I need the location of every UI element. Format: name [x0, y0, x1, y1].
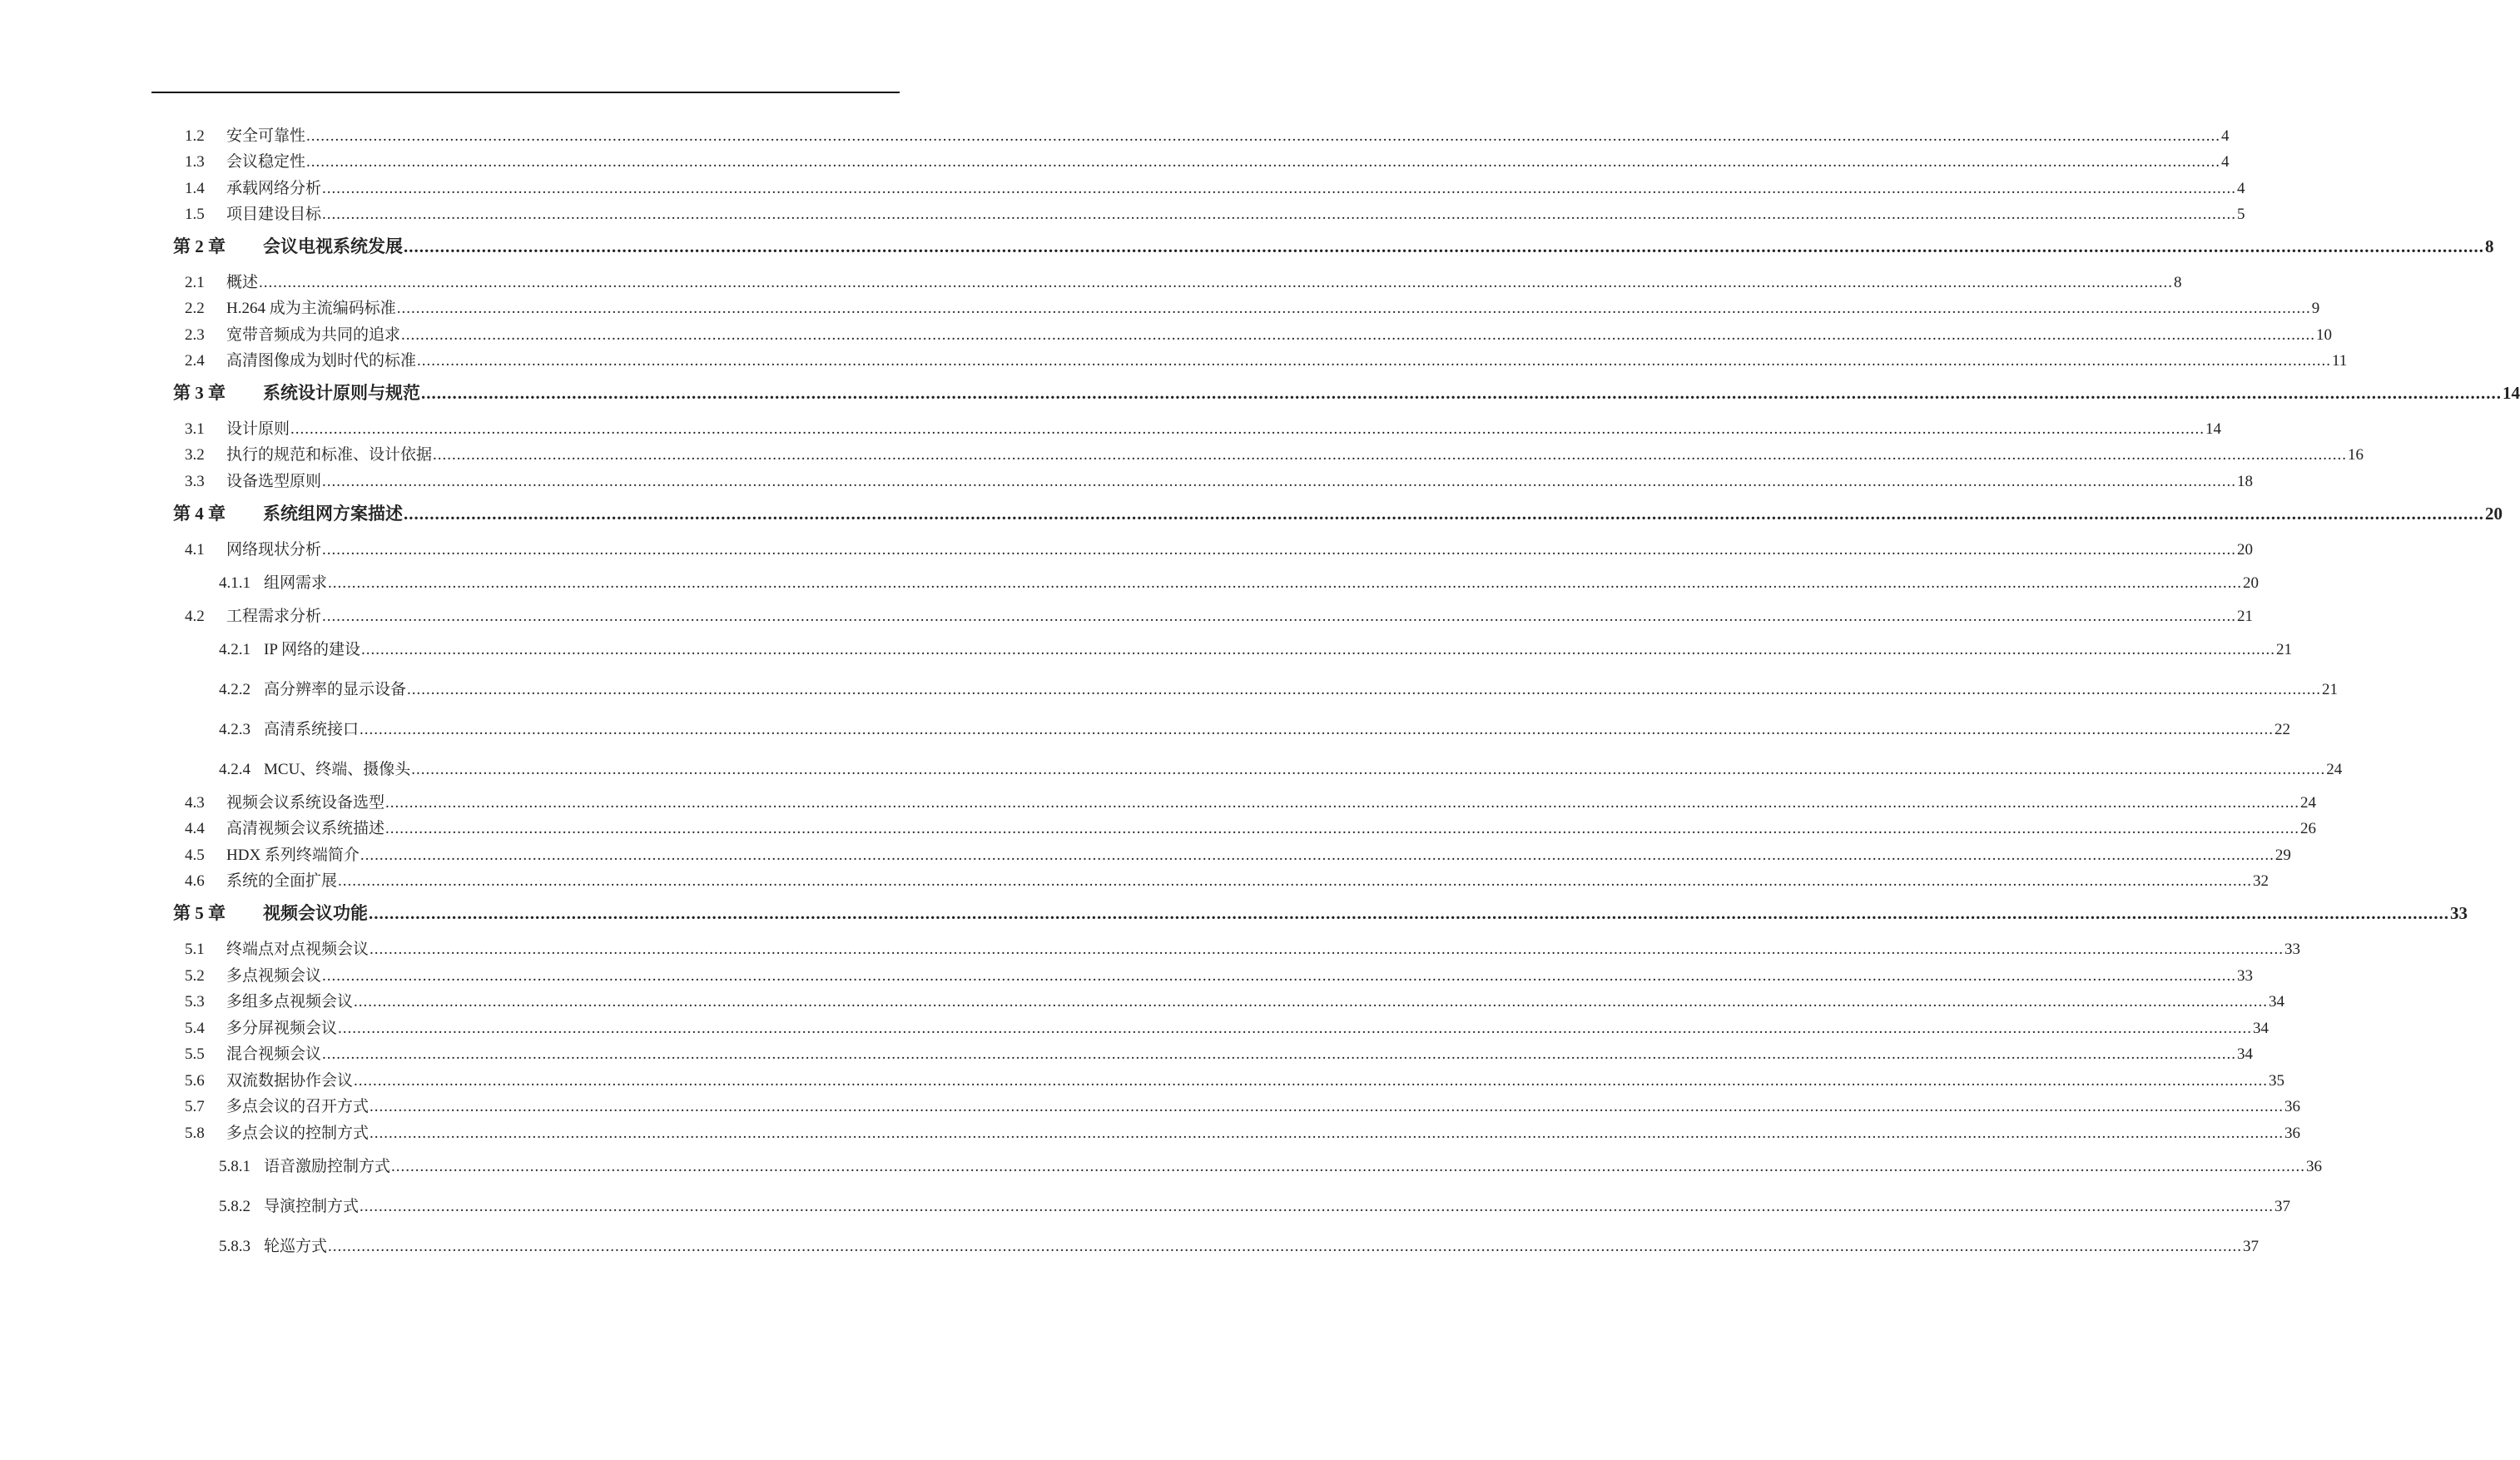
toc-entry-number: 5.8 — [185, 1125, 205, 1142]
toc-dot-leader: ................................................................................................................................................................................................................................................................................................................................................................................................................ — [322, 967, 2237, 985]
toc-dot-leader: ................................................................................................................................................................................................................................................................................................................................................................................................................ — [370, 1125, 2284, 1142]
toc-entry-number: 4.2.3 — [219, 721, 251, 738]
toc-dot-leader: ................................................................................................................................................................................................................................................................................................................................................................................................................ — [407, 681, 2322, 698]
toc-entry-page-number: 37 — [2274, 1198, 2291, 1215]
toc-entry-number: 5.6 — [185, 1072, 205, 1090]
toc-entry-page-number: 33 — [2237, 967, 2254, 985]
toc-entry-number: 4.4 — [185, 820, 205, 837]
toc-entry[interactable] — [173, 1041, 2254, 1064]
toc-dot-leader: ................................................................................................................................................................................................................................................................................................................................................................................................................ — [370, 941, 2284, 958]
toc-entry[interactable] — [173, 816, 2317, 838]
toc-entry-number: 5.8.2 — [219, 1198, 251, 1215]
toc-dot-leader: ................................................................................................................................................................................................................................................................................................................................................................................................................ — [360, 847, 2274, 864]
toc-entry-number: 4.5 — [185, 847, 205, 864]
toc-entry-number: 4.2 — [185, 608, 205, 625]
toc-entry-page-number: 37 — [2243, 1238, 2260, 1255]
toc-entry-number: 5.2 — [185, 967, 205, 985]
toc-dot-leader: ................................................................................................................................................................................................................................................................................................................................................................................................................ — [322, 608, 2237, 625]
toc-entry-title: 多组多点视频会议 — [226, 993, 354, 1011]
toc-entry-page-number: 33 — [2284, 941, 2301, 958]
toc-entry-page-number: 16 — [2348, 446, 2364, 464]
toc-entry-page-number: 21 — [2237, 608, 2254, 625]
toc-entry[interactable] — [173, 442, 2364, 464]
toc-entry-title: 项目建设目标 — [226, 206, 322, 223]
toc-entry-number: 第 2 章 — [173, 236, 226, 256]
toc-dot-leader: ................................................................................................................................................................................................................................................................................................................................................................................................................ — [306, 127, 2221, 145]
toc-entry[interactable] — [173, 537, 2254, 559]
toc-entry-number: 4.2.2 — [219, 681, 251, 698]
toc-entry[interactable] — [173, 295, 2320, 318]
toc-dot-leader: ................................................................................................................................................................................................................................................................................................................................................................................................................ — [259, 274, 2174, 291]
toc-entry-number: 5.8.1 — [219, 1158, 251, 1175]
toc-entry-title: 设备选型原则 — [226, 473, 322, 490]
toc-entry[interactable] — [173, 868, 2269, 891]
toc-entry-title: 多点会议的控制方式 — [226, 1125, 370, 1142]
toc-entry-page-number: 21 — [2322, 681, 2339, 698]
toc-dot-leader: ................................................................................................................................................................................................................................................................................................................................................................................................................ — [354, 993, 2269, 1011]
toc-entry[interactable] — [173, 1016, 2269, 1038]
toc-entry[interactable] — [173, 1094, 2301, 1116]
toc-entry-number: 1.2 — [185, 127, 205, 145]
toc-entry-page-number: 4 — [2221, 153, 2230, 171]
toc-dot-leader: ................................................................................................................................................................................................................................................................................................................................................................................................................ — [322, 1045, 2237, 1063]
toc-entry-title: 宽带音频成为共同的追求 — [226, 326, 401, 344]
toc-dot-leader: ................................................................................................................................................................................................................................................................................................................................................................................................................ — [322, 180, 2237, 197]
toc-chapter-entry[interactable] — [173, 233, 2494, 258]
toc-entry[interactable] — [173, 717, 2291, 739]
toc-entry-number: 5.7 — [185, 1098, 205, 1115]
toc-entry-number: 第 4 章 — [173, 504, 226, 524]
toc-entry-page-number: 24 — [2326, 761, 2343, 778]
toc-dot-leader: ................................................................................................................................................................................................................................................................................................................................................................................................................ — [360, 641, 2275, 658]
toc-entry-title: 工程需求分析 — [226, 608, 322, 625]
toc-entry-number: 5.3 — [185, 993, 205, 1011]
toc-entry-number: 2.2 — [185, 300, 205, 317]
toc-entry-page-number: 34 — [2253, 1020, 2269, 1037]
toc-entry-number: 4.1.1 — [219, 574, 251, 592]
toc-entry-number: 5.4 — [185, 1020, 205, 1037]
toc-entry-title: MCU、终端、摄像头 — [264, 761, 411, 778]
header-rule — [151, 92, 900, 93]
toc-entry[interactable] — [173, 123, 2230, 146]
toc-dot-leader: ................................................................................................................................................................................................................................................................................................................................................................................................................ — [328, 574, 2243, 592]
toc-entry[interactable] — [173, 757, 2343, 779]
toc-dot-leader: ................................................................................................................................................................................................................................................................................................................................................................................................................ — [369, 903, 2449, 923]
toc-entry[interactable] — [173, 989, 2285, 1011]
toc-entry[interactable] — [173, 270, 2182, 292]
toc-entry-page-number: 9 — [2311, 300, 2320, 317]
toc-entry-number: 2.3 — [185, 326, 205, 344]
toc-entry-title: 多点会议的召开方式 — [226, 1098, 370, 1115]
toc-dot-leader: ................................................................................................................................................................................................................................................................................................................................................................................................................ — [401, 326, 2316, 344]
toc-dot-leader: ................................................................................................................................................................................................................................................................................................................................................................................................................ — [411, 761, 2326, 778]
toc-entry-title: 多分屏视频会议 — [226, 1020, 338, 1037]
toc-dot-leader: ................................................................................................................................................................................................................................................................................................................................................................................................................ — [322, 206, 2237, 223]
toc-dot-leader: ................................................................................................................................................................................................................................................................................................................................................................................................................ — [421, 383, 2502, 403]
toc-entry-number: 1.4 — [185, 180, 205, 197]
toc-entry-number: 4.2.1 — [219, 641, 251, 658]
toc-entry-page-number: 10 — [2316, 326, 2333, 344]
toc-entry[interactable] — [173, 1234, 2260, 1256]
toc-dot-leader: ................................................................................................................................................................................................................................................................................................................................................................................................................ — [360, 1198, 2274, 1215]
toc-entry-title: 混合视频会议 — [226, 1045, 322, 1063]
toc-entry[interactable] — [173, 1154, 2323, 1176]
toc-chapter-entry[interactable] — [173, 900, 2468, 925]
toc-entry[interactable] — [173, 149, 2230, 171]
toc-dot-leader: ................................................................................................................................................................................................................................................................................................................................................................................................................ — [338, 872, 2253, 890]
toc-entry-title: H.264 成为主流编码标准 — [226, 300, 396, 317]
toc-entry-page-number: 35 — [2269, 1072, 2285, 1090]
toc-entry[interactable] — [173, 201, 2245, 224]
toc-entry-number: 第 3 章 — [173, 383, 226, 403]
toc-entry-number: 4.1 — [185, 541, 205, 559]
toc-entry[interactable] — [173, 1194, 2291, 1216]
toc-entry-page-number: 18 — [2237, 473, 2254, 490]
toc-dot-leader: ................................................................................................................................................................................................................................................................................................................................................................................................................ — [306, 153, 2221, 171]
toc-entry[interactable] — [173, 677, 2339, 699]
toc-entry-number: 第 5 章 — [173, 903, 226, 923]
toc-entry[interactable] — [173, 790, 2317, 812]
toc-entry-page-number: 20 — [2237, 541, 2254, 559]
toc-entry[interactable] — [173, 963, 2254, 986]
toc-dot-leader: ................................................................................................................................................................................................................................................................................................................................................................................................................ — [385, 820, 2300, 837]
toc-entry-title: 设计原则 — [226, 420, 290, 438]
toc-entry-title: 高清图像成为划时代的标准 — [226, 352, 417, 370]
toc-entry-title: 系统组网方案描述 — [263, 504, 403, 524]
toc-entry-title: 高清视频会议系统描述 — [226, 820, 385, 837]
toc-entry-title: 会议电视系统发展 — [263, 236, 403, 256]
toc-entry-number: 4.3 — [185, 794, 205, 812]
toc-entry-number: 5.8.3 — [219, 1238, 251, 1255]
toc-entry-number: 4.6 — [185, 872, 205, 890]
toc-entry-page-number: 20 — [2243, 574, 2260, 592]
toc-dot-leader: ................................................................................................................................................................................................................................................................................................................................................................................................................ — [290, 420, 2205, 438]
toc-entry[interactable] — [173, 637, 2292, 659]
toc-entry-title: 高清系统接口 — [264, 721, 360, 738]
toc-entry-page-number: 11 — [2332, 352, 2348, 370]
toc-entry-title: 导演控制方式 — [264, 1198, 360, 1215]
toc-entry-title: 视频会议系统设备选型 — [226, 794, 385, 812]
toc-entry[interactable] — [173, 842, 2291, 865]
toc-entry-number: 3.3 — [185, 473, 205, 490]
toc-entry-title: 轮巡方式 — [264, 1238, 328, 1255]
toc-dot-leader: ................................................................................................................................................................................................................................................................................................................................................................................................................ — [404, 236, 2484, 256]
toc-entry-title: 执行的规范和标准、设计依据 — [226, 446, 433, 464]
toc-entry-page-number: 34 — [2237, 1045, 2254, 1063]
toc-entry-number: 3.1 — [185, 420, 205, 438]
toc-entry-page-number: 22 — [2274, 721, 2291, 738]
toc-entry[interactable] — [173, 1120, 2301, 1143]
toc-dot-leader: ................................................................................................................................................................................................................................................................................................................................................................................................................ — [338, 1020, 2253, 1037]
toc-entry[interactable] — [173, 1068, 2285, 1090]
toc-entry-title: 系统设计原则与规范 — [263, 383, 420, 403]
toc-entry-page-number: 21 — [2275, 641, 2292, 658]
toc-entry[interactable] — [173, 570, 2260, 593]
toc-dot-leader: ................................................................................................................................................................................................................................................................................................................................................................................................................ — [391, 1158, 2306, 1175]
toc-dot-leader: ................................................................................................................................................................................................................................................................................................................................................................................................................ — [328, 1238, 2243, 1255]
toc-entry-page-number: 5 — [2237, 206, 2245, 223]
toc-entry-number: 4.2.4 — [219, 761, 251, 778]
toc-entry-title: 组网需求 — [264, 574, 328, 592]
toc-entry-number: 2.4 — [185, 352, 205, 370]
toc-entry-page-number: 36 — [2284, 1098, 2301, 1115]
toc-entry-title: HDX 系列终端简介 — [226, 847, 360, 864]
toc-entry-title: 概述 — [226, 274, 259, 291]
toc-dot-leader: ................................................................................................................................................................................................................................................................................................................................................................................................................ — [385, 794, 2300, 812]
toc-dot-leader: ................................................................................................................................................................................................................................................................................................................................................................................................................ — [396, 300, 2311, 317]
toc-dot-leader: ................................................................................................................................................................................................................................................................................................................................................................................................................ — [354, 1072, 2269, 1090]
toc-entry-title: 多点视频会议 — [226, 967, 322, 985]
toc-entry-page-number: 8 — [2174, 274, 2182, 291]
toc-dot-leader: ................................................................................................................................................................................................................................................................................................................................................................................................................ — [370, 1098, 2284, 1115]
toc-entry-page-number: 14 — [2503, 383, 2520, 403]
toc-dot-leader: ................................................................................................................................................................................................................................................................................................................................................................................................................ — [433, 446, 2348, 464]
toc-entry-page-number: 14 — [2205, 420, 2222, 438]
toc-entry-title: 安全可靠性 — [226, 127, 306, 145]
toc-entry-title: IP 网络的建设 — [264, 641, 360, 658]
toc-entry[interactable] — [173, 469, 2254, 491]
toc-entry[interactable] — [173, 348, 2348, 370]
toc-entry-title: 双流数据协作会议 — [226, 1072, 354, 1090]
toc-entry-number: 2.1 — [185, 274, 205, 291]
toc-entry[interactable] — [173, 322, 2333, 345]
toc-entry-page-number: 4 — [2221, 127, 2230, 145]
toc-entry-title: 终端点对点视频会议 — [226, 941, 370, 958]
toc-entry-title: 承载网络分析 — [226, 180, 322, 197]
toc-entry-number: 5.1 — [185, 941, 205, 958]
toc-dot-leader: ................................................................................................................................................................................................................................................................................................................................................................................................................ — [404, 504, 2484, 524]
toc-entry-page-number: 33 — [2450, 903, 2468, 923]
toc-entry-number: 3.2 — [185, 446, 205, 464]
toc-dot-leader: ................................................................................................................................................................................................................................................................................................................................................................................................................ — [322, 541, 2237, 559]
toc-entry-page-number: 36 — [2284, 1125, 2301, 1142]
toc-chapter-entry[interactable] — [173, 500, 2503, 525]
toc-entry[interactable] — [173, 603, 2254, 626]
toc-entry-page-number: 36 — [2306, 1158, 2323, 1175]
toc-entry-title: 高分辨率的显示设备 — [264, 681, 407, 698]
toc-entry-title: 会议稳定性 — [226, 153, 306, 171]
toc-entry-number: 1.5 — [185, 206, 205, 223]
toc-chapter-entry[interactable] — [173, 380, 2520, 405]
toc-entry-page-number: 20 — [2485, 504, 2503, 524]
toc-entry-page-number: 26 — [2300, 820, 2317, 837]
toc-entry-title: 视频会议功能 — [263, 903, 368, 923]
toc-entry-title: 语音激励控制方式 — [264, 1158, 391, 1175]
toc-entry[interactable] — [173, 416, 2222, 439]
toc-entry-page-number: 4 — [2237, 180, 2245, 197]
toc-dot-leader: ................................................................................................................................................................................................................................................................................................................................................................................................................ — [360, 721, 2274, 738]
toc-entry-page-number: 24 — [2300, 794, 2317, 812]
toc-entry-page-number: 8 — [2485, 236, 2494, 256]
toc-entry-title: 网络现状分析 — [226, 541, 322, 559]
toc-entry-title: 系统的全面扩展 — [226, 872, 338, 890]
toc-entry-number: 5.5 — [185, 1045, 205, 1063]
toc-entry-number: 1.3 — [185, 153, 205, 171]
toc-dot-leader: ................................................................................................................................................................................................................................................................................................................................................................................................................ — [417, 352, 2332, 370]
toc-entry[interactable] — [173, 936, 2301, 959]
toc-entry-page-number: 32 — [2253, 872, 2269, 890]
toc-entry-page-number: 34 — [2269, 993, 2285, 1011]
toc-dot-leader: ................................................................................................................................................................................................................................................................................................................................................................................................................ — [322, 473, 2237, 490]
toc-entry-page-number: 29 — [2274, 847, 2291, 864]
toc-entry[interactable] — [173, 176, 2245, 198]
